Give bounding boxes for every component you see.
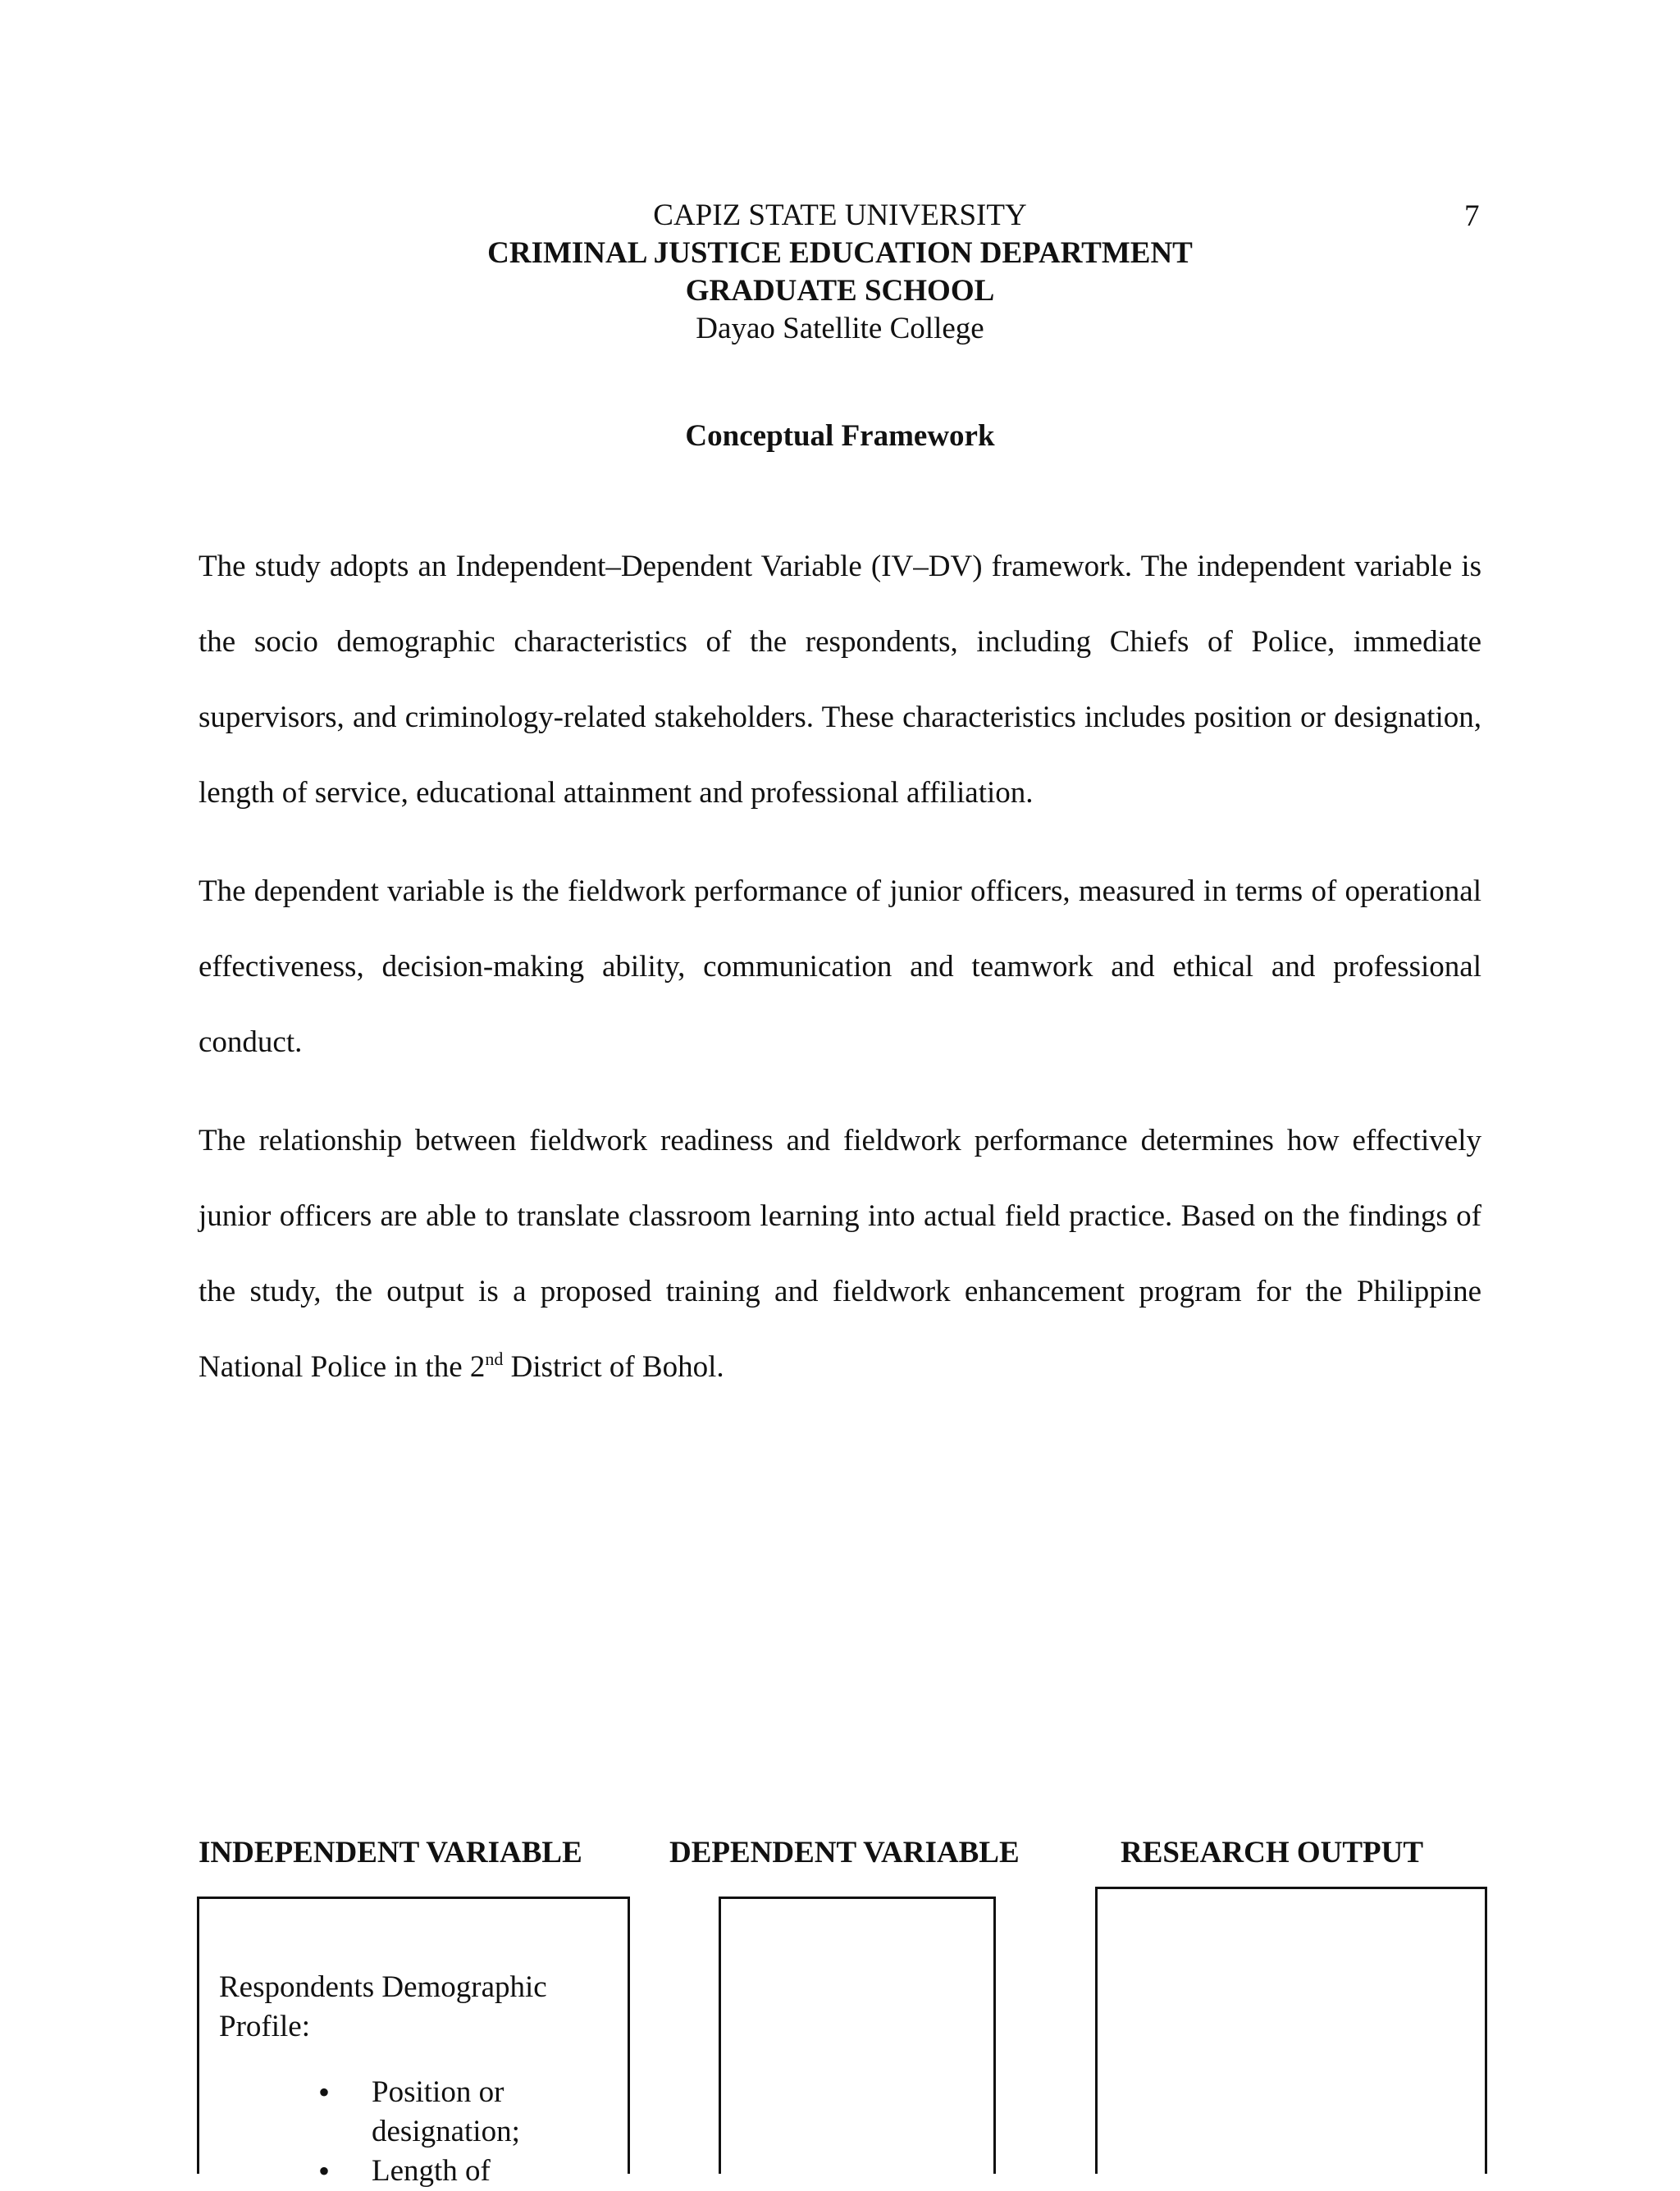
section-title: Conceptual Framework (685, 419, 995, 453)
independent-box-list (199, 2073, 577, 2191)
list-item (199, 2152, 577, 2191)
bullet-icon: • (318, 2074, 331, 2111)
paragraph-text-end: District of Bohol. (503, 1350, 724, 1384)
school-name: GRADUATE SCHOOL (685, 274, 995, 308)
university-name: CAPIZ STATE UNIVERSITY (653, 199, 1027, 232)
list-item (199, 2073, 577, 2152)
paragraph-text: The relationship between fieldwork readiness and fieldwork performance determines how effectively junior officers are able to translate classroom learning into actual field practice. Based on the findings of the study, the output is a proposed training and fieldwork enhancement program for the Philippine National Police in the 2 (199, 1124, 1481, 1384)
ordinal-suffix: nd (485, 1349, 504, 1369)
independent-variable-box (197, 1897, 630, 2189)
research-output-heading: RESEARCH OUTPUT (1121, 1836, 1424, 1869)
research-output-box (1095, 1887, 1487, 2174)
department-name: CRIMINAL JUSTICE EDUCATION DEPARTMENT (487, 236, 1193, 270)
bullet-icon: • (318, 2152, 331, 2189)
list-item-text: Length of (372, 2154, 491, 2188)
campus-name: Dayao Satellite College (696, 312, 984, 345)
list-item-text: Position or designation; (372, 2075, 520, 2148)
dependent-variable-heading: DEPENDENT VARIABLE (669, 1836, 1020, 1869)
independent-variable-heading: INDEPENDENT VARIABLE (199, 1836, 582, 1869)
independent-box-title: Respondents Demographic Profile: (219, 1970, 547, 2043)
dependent-variable-box (719, 1897, 996, 2174)
page-number: 7 (1464, 199, 1480, 233)
paragraph-iv-dv-framework: The study adopts an Independent–Dependent Variable (IV–DV) framework. The independent variable is the socio demographic characteristics of the respondents, including Chiefs of Police, immediate supervisors, and criminology-related stakeholders. These characteristics includes position or designation, length of service, educational attainment and professional affiliation. (199, 550, 1481, 810)
document-header (0, 197, 1680, 348)
paragraph-relationship-output (199, 1103, 1481, 1405)
paragraph-dependent-variable: The dependent variable is the fieldwork performance of junior officers, measured in terms of operational effectiveness, decision-making ability, communication and teamwork and ethical and professional conduct. (199, 874, 1481, 1059)
